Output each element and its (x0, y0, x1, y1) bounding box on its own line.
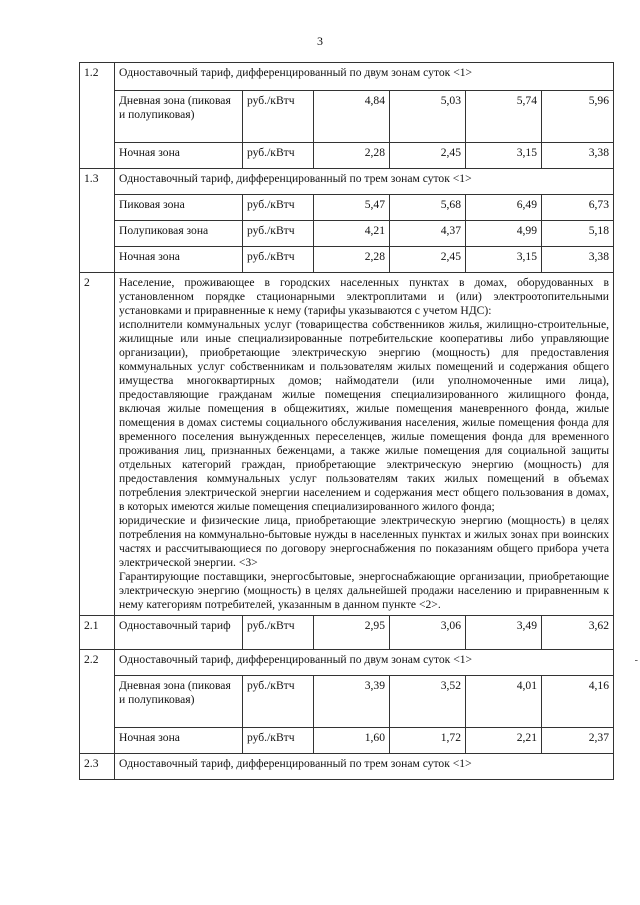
value-cell: 4,21 (314, 221, 390, 247)
paragraph: исполнители коммунальных услуг (товарищества собственников жилья, жилищно-строительные, жилищные или иные специализированные потребительские кооперативы либо управляющие организации), приобретающие электрическую энергию (мощность) для предоставления коммунальных услуг собственникам и пользователям жилых помещений и содержания общего имущества многоквартирных домов; наймодатели (или уполномоченные ими лица), предоставляющие гражданам жилые помещения специализированного жилищного фонда, включая жилые помещения в общежитиях, жилые помещения маневренного фонда, жилые помещения в домах системы социального обслуживания населения, жилые помещения фонда для временного поселения вынужденных переселенцев, жилые помещения фонда для временного проживания лиц, признанных беженцами, а также жилые помещения для социальной защиты отдельных категорий граждан, приобретающие электрическую энергию (мощность) для предоставления коммунальных услуг пользователям таких жилых помещений в объемах потребления электрической энергии населением и содержания мест общего пользования в домах, в которых имеются жилые помещения специализированного жилого фонда; (119, 318, 610, 513)
zone-label: Дневная зона (пиковая и полупиковая) (115, 676, 243, 728)
value-cell: 3,38 (542, 247, 614, 273)
unit-cell: руб./кВтч (243, 616, 314, 650)
table-row (80, 650, 614, 676)
value-cell: 5,03 (390, 91, 466, 143)
unit-cell: руб./кВтч (243, 195, 314, 221)
tariff-table (79, 62, 614, 780)
row-number: 2.2 (80, 650, 115, 754)
row-number: 2.1 (80, 616, 115, 650)
value-cell: 2,28 (314, 143, 390, 169)
unit-cell: руб./кВтч (243, 676, 314, 728)
unit-cell: руб./кВтч (243, 728, 314, 754)
value-cell: 3,15 (466, 247, 542, 273)
value-cell: 4,01 (466, 676, 542, 728)
unit-cell: руб./кВтч (243, 247, 314, 273)
table-row (80, 247, 614, 273)
value-cell: 2,45 (390, 143, 466, 169)
value-cell: 5,47 (314, 195, 390, 221)
unit-cell: руб./кВтч (243, 143, 314, 169)
row-number: 2.3 (80, 754, 115, 780)
value-cell: 2,28 (314, 247, 390, 273)
row-title: Одноставочный тариф, дифференцированный по двум зонам суток <1> (115, 63, 614, 91)
value-cell: 2,21 (466, 728, 542, 754)
value-cell: 5,74 (466, 91, 542, 143)
value-cell: 5,18 (542, 221, 614, 247)
value-cell: 2,45 (390, 247, 466, 273)
table-row (80, 616, 614, 650)
value-cell: 3,49 (466, 616, 542, 650)
page-number: 3 (317, 34, 323, 48)
row-number: 1.2 (80, 63, 115, 169)
table-row (80, 195, 614, 221)
unit-cell: руб./кВтч (243, 91, 314, 143)
value-cell: 3,39 (314, 676, 390, 728)
table-row (80, 221, 614, 247)
value-cell: 3,06 (390, 616, 466, 650)
value-cell: 3,38 (542, 143, 614, 169)
table-row (80, 143, 614, 169)
paragraph: юридические и физические лица, приобретающие электрическую энергию (мощность) в целях потребления на коммунально-бытовые нужды в населенных пунктах и жилых зонах при воинских частях и рассчитывающиеся по договору энергоснабжения по показаниям общего прибора учета электрической энергии. <3> (119, 514, 610, 569)
value-cell: 3,62 (542, 616, 614, 650)
tariff-label: Одноставочный тариф (115, 616, 243, 650)
zone-label: Ночная зона (115, 728, 243, 754)
value-cell: 5,96 (542, 91, 614, 143)
table-row (80, 91, 614, 143)
value-cell: 3,15 (466, 143, 542, 169)
table-row (80, 676, 614, 728)
row-title: Одноставочный тариф, дифференцированный по двум зонам суток <1> (115, 650, 614, 676)
row-title: Одноставочный тариф, дифференцированный по трем зонам суток <1> (115, 169, 614, 195)
value-cell: 2,37 (542, 728, 614, 754)
zone-label: Ночная зона (115, 247, 243, 273)
value-cell: 2,95 (314, 616, 390, 650)
value-cell: 1,72 (390, 728, 466, 754)
value-cell: 1,60 (314, 728, 390, 754)
value-cell: 4,16 (542, 676, 614, 728)
value-cell: 3,52 (390, 676, 466, 728)
value-cell: 4,84 (314, 91, 390, 143)
zone-label: Дневная зона (пиковая и полупиковая) (115, 91, 243, 143)
table-row (80, 63, 614, 91)
margin-mark: - (634, 655, 638, 666)
zone-label: Пиковая зона (115, 195, 243, 221)
value-cell: 6,73 (542, 195, 614, 221)
value-cell: 5,68 (390, 195, 466, 221)
zone-label: Полупиковая зона (115, 221, 243, 247)
zone-label: Ночная зона (115, 143, 243, 169)
value-cell: 6,49 (466, 195, 542, 221)
row-number: 1.3 (80, 169, 115, 273)
table-row (80, 728, 614, 754)
unit-cell: руб./кВтч (243, 221, 314, 247)
table-row (80, 169, 614, 195)
consumer-description (115, 273, 614, 616)
paragraph: Гарантирующие поставщики, энергосбытовые, энергоснабжающие организации, приобретающие электрическую энергию (мощность) в целях дальнейшей продажи населению и приравненным к нему категориям потребителей, указанным в данном пункте <2>. (119, 570, 610, 611)
value-cell: 4,37 (390, 221, 466, 247)
row-title: Одноставочный тариф, дифференцированный по трем зонам суток <1> (115, 754, 614, 780)
table-row (80, 754, 614, 780)
value-cell: 4,99 (466, 221, 542, 247)
table-row (80, 273, 614, 616)
paragraph: Население, проживающее в городских населенных пунктах в домах, оборудованных в установленном порядке стационарными электроплитами и (или) электроотопительными установками и приравненные к нему (тарифы указываются с учетом НДС): (119, 276, 610, 317)
row-number: 2 (80, 273, 115, 616)
